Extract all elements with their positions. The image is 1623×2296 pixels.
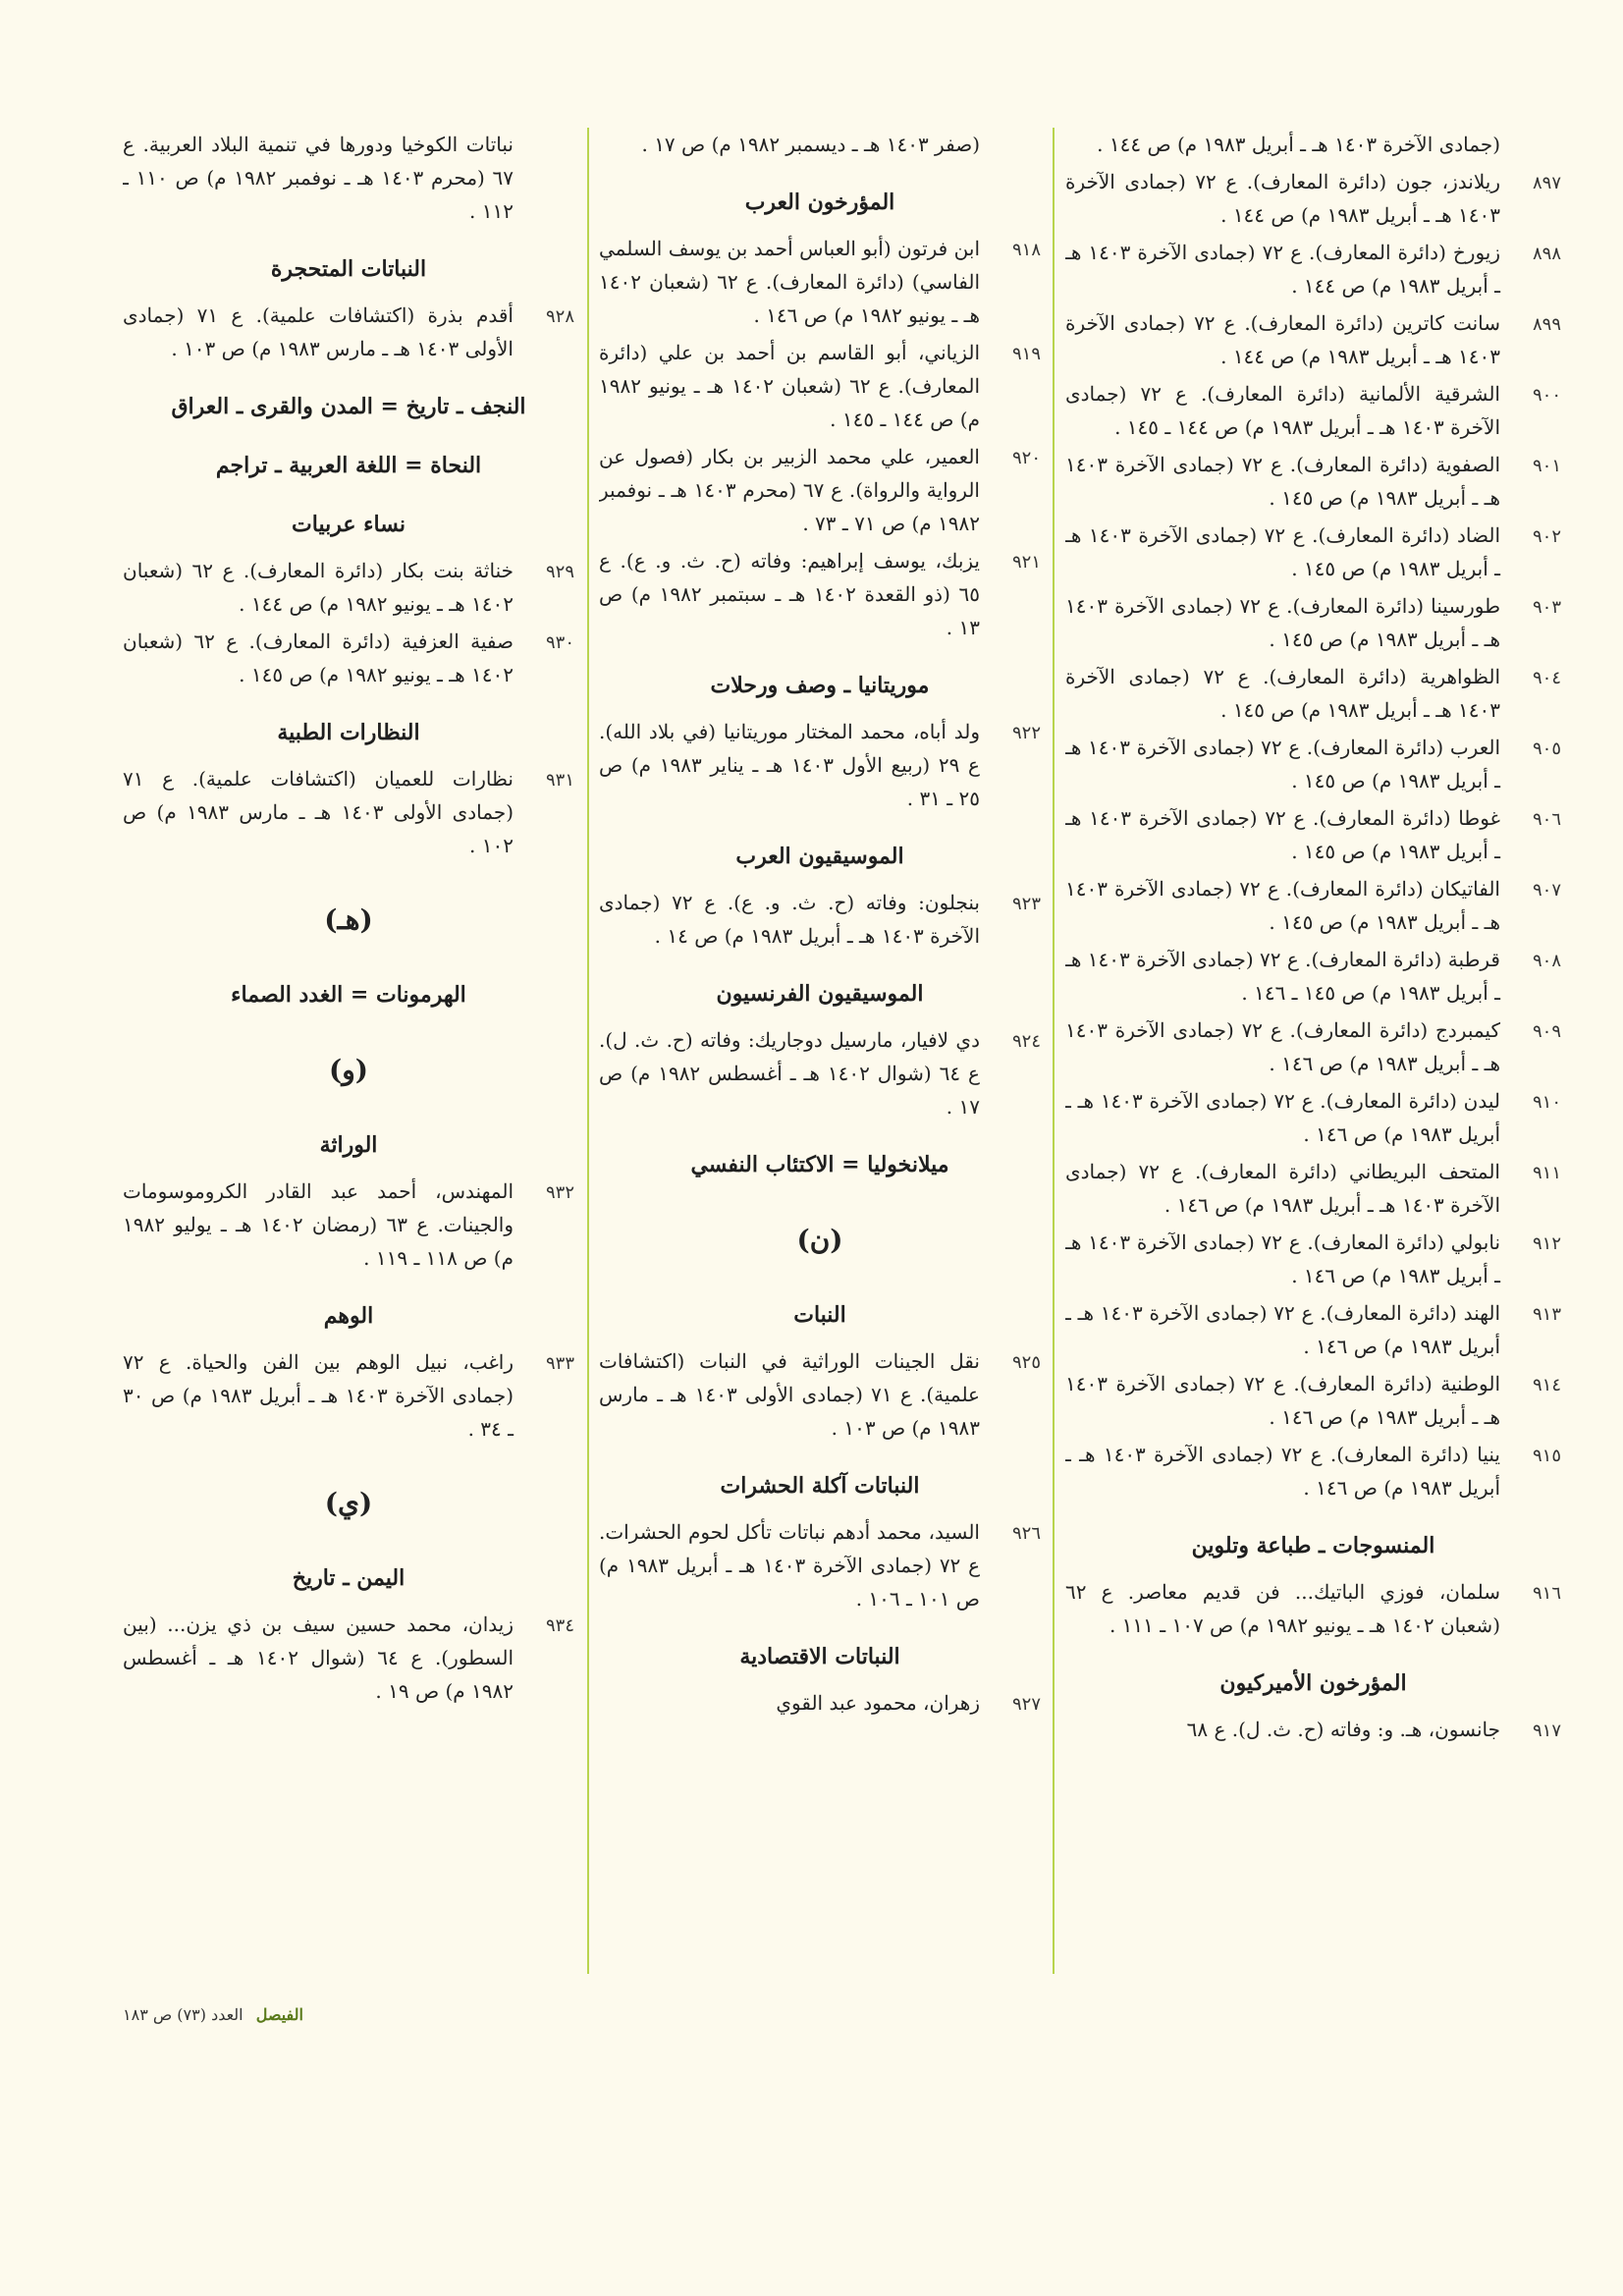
entry-text: زيورخ (دائرة المعارف). ع ٧٢ (جمادى الآخرة ١٤٠٣ هـ ـ أبريل ١٩٨٣ م) ص ١٤٤ . bbox=[1065, 241, 1501, 298]
index-entry bbox=[1065, 1575, 1561, 1642]
magazine-logo: الفيصل bbox=[255, 2005, 303, 2024]
section-heading: الموسيقيون العرب bbox=[735, 844, 904, 869]
entry-text: العرب (دائرة المعارف). ع ٧٢ (جمادى الآخرة ١٤٠٣ هـ ـ أبريل ١٩٨٣ م) ص ١٤٥ . bbox=[1065, 736, 1501, 793]
index-entry bbox=[1065, 1084, 1561, 1151]
entry-text: ريلاندز، جون (دائرة المعارف). ع ٧٢ (جمادى الآخرة ١٤٠٣ هـ ـ أبريل ١٩٨٣ م) ص ١٤٤ . bbox=[1065, 170, 1501, 227]
index-entry bbox=[1065, 1155, 1561, 1222]
entry-number: ٩٢٩ bbox=[545, 562, 574, 582]
entry-text: ينيا (دائرة المعارف). ع ٧٢ (جمادى الآخرة ١٤٠٣ هـ ـ أبريل ١٩٨٣ م) ص ١٤٦ . bbox=[1065, 1443, 1500, 1500]
section-heading: المنسوجات ـ طباعة وتلوين bbox=[1191, 1533, 1435, 1558]
entry-number: ٩٢٤ bbox=[1011, 1031, 1041, 1052]
index-entry bbox=[1065, 872, 1561, 939]
index-entry bbox=[1065, 731, 1561, 797]
index-entry bbox=[123, 299, 574, 365]
alphabet-letter-heading: (ن) bbox=[796, 1224, 843, 1256]
column-divider bbox=[587, 128, 589, 1974]
entry-text: الظواهرية (دائرة المعارف). ع ٧٢ (جمادى الآخرة ١٤٠٣ هـ ـ أبريل ١٩٨٣ م) ص ١٤٥ . bbox=[1065, 665, 1500, 722]
section-heading: اليمن ـ تاريخ bbox=[292, 1565, 406, 1591]
index-entry bbox=[1065, 236, 1561, 302]
index-entry bbox=[1065, 306, 1561, 373]
section-heading: النباتات المتحجرة bbox=[270, 256, 427, 282]
index-entry bbox=[123, 625, 574, 691]
entry-number: ٩٠٢ bbox=[1532, 526, 1561, 547]
entry-text: الضاد (دائرة المعارف). ع ٧٢ (جمادى الآخرة ١٤٠٣ هـ ـ أبريل ١٩٨٣ م) ص ١٤٥ . bbox=[1065, 523, 1500, 580]
index-entry bbox=[1065, 448, 1561, 515]
column-middle bbox=[599, 128, 1041, 1994]
section-heading: نساء عربيات bbox=[292, 512, 406, 537]
issue-page-label: العدد (٧٣) ص ١٨٣ bbox=[123, 2005, 243, 2024]
entry-number: ٩٠٠ bbox=[1532, 385, 1561, 406]
entry-text: قرطبة (دائرة المعارف). ع ٧٢ (جمادى الآخرة ١٤٠٣ هـ ـ أبريل ١٩٨٣ م) ص ١٤٥ ـ ١٤٦ . bbox=[1065, 948, 1500, 1005]
index-entry bbox=[1065, 377, 1561, 444]
section-heading: موريتانيا ـ وصف ورحلات bbox=[710, 673, 930, 698]
entry-text: العمير، علي محمد الزبير بن بكار (فصول عن الرواية والرواة). ع ٦٧ (محرم ١٤٠٣ هـ ـ نوفمبر ١٩٨٢ م) ص ٧١ ـ ٧٣ . bbox=[599, 445, 980, 535]
entry-number: ٩١٩ bbox=[1011, 344, 1041, 364]
index-entry bbox=[1065, 165, 1561, 232]
entry-continuation: نباتات الكوخيا ودورها في تنمية البلاد العربية. ع ٦٧ (محرم ١٤٠٣ هـ ـ نوفمبر ١٩٨٢ م) ص ١١٠ ـ ١١٢ . bbox=[123, 133, 514, 223]
entry-text: يزبك، يوسف إبراهيم: وفاته (ح. ث. و. ع). ع ٦٥ (ذو القعدة ١٤٠٢ هـ ـ سبتمبر ١٩٨٢ م) ص ١٣ . bbox=[599, 549, 980, 639]
entry-text: المتحف البريطاني (دائرة المعارف). ع ٧٢ (جمادى الآخرة ١٤٠٣ هـ ـ أبريل ١٩٨٣ م) ص ١٤٦ . bbox=[1065, 1160, 1500, 1217]
entry-number: ٩٢٣ bbox=[1011, 894, 1041, 914]
alphabet-letter-heading: (ي) bbox=[324, 1487, 373, 1519]
section-heading: النباتات آكلة الحشرات bbox=[720, 1473, 920, 1499]
entry-number: ٩١٨ bbox=[1011, 240, 1041, 260]
entry-text: المهندس، أحمد عبد القادر الكروموسومات والجينات. ع ٦٣ (رمضان ١٤٠٢ هـ ـ يوليو ١٩٨٢ م) ص ١١٨ ـ ١١٩ . bbox=[123, 1179, 514, 1270]
index-entry bbox=[1065, 1013, 1561, 1080]
entry-number: ٩٢٠ bbox=[1011, 448, 1041, 468]
entry-number: ٩٠٨ bbox=[1532, 951, 1561, 971]
entry-number: ٩١٦ bbox=[1532, 1583, 1561, 1604]
index-entry bbox=[599, 336, 1041, 436]
entry-number: ٩١٧ bbox=[1532, 1721, 1561, 1741]
entry-number: ٩١٥ bbox=[1532, 1446, 1561, 1466]
index-entry bbox=[1065, 801, 1561, 868]
entry-text: ليدن (دائرة المعارف). ع ٧٢ (جمادى الآخرة ١٤٠٣ هـ ـ أبريل ١٩٨٣ م) ص ١٤٦ . bbox=[1065, 1089, 1501, 1146]
entry-number: ٩٠٤ bbox=[1532, 668, 1561, 688]
entry-number: ٩١٠ bbox=[1532, 1092, 1561, 1113]
section-heading: النباتات الاقتصادية bbox=[739, 1644, 900, 1669]
alphabet-letter-heading: (و) bbox=[328, 1054, 369, 1086]
entry-continuation: (جمادى الآخرة ١٤٠٣ هـ ـ أبريل ١٩٨٣ م) ص ١٤٤ . bbox=[1097, 133, 1500, 156]
section-heading: المؤرخون الأميركيون bbox=[1219, 1670, 1407, 1696]
entry-text: أقدم بذرة (اكتشافات علمية). ع ٧١ (جمادى الأولى ١٤٠٣ هـ ـ مارس ١٩٨٣ م) ص ١٠٣ . bbox=[123, 303, 514, 360]
index-entry bbox=[599, 1023, 1041, 1123]
entry-text: الفاتيكان (دائرة المعارف). ع ٧٢ (جمادى الآخرة ١٤٠٣ هـ ـ أبريل ١٩٨٣ م) ص ١٤٥ . bbox=[1065, 877, 1500, 934]
index-entry bbox=[1065, 1713, 1561, 1748]
index-entry bbox=[1065, 1367, 1561, 1434]
entry-number: ٩٢١ bbox=[1011, 552, 1041, 573]
entry-number: ٩١١ bbox=[1532, 1163, 1561, 1183]
index-entry bbox=[599, 886, 1041, 953]
section-heading: المؤرخون العرب bbox=[744, 190, 895, 215]
index-entry bbox=[1065, 1438, 1561, 1504]
entry-number: ٩١٢ bbox=[1532, 1233, 1561, 1254]
index-entry bbox=[123, 1608, 574, 1708]
entry-number: ٩٠٦ bbox=[1532, 809, 1561, 830]
entry-number: ٩٣٤ bbox=[545, 1615, 574, 1636]
entry-number: ٩٣٣ bbox=[545, 1353, 574, 1374]
entry-number: ٨٩٨ bbox=[1532, 244, 1561, 264]
section-heading: النحاة = اللغة العربية ـ تراجم bbox=[215, 453, 482, 478]
column-right bbox=[1065, 128, 1561, 1994]
index-entry bbox=[599, 544, 1041, 644]
entry-text: الصفوية (دائرة المعارف). ع ٧٢ (جمادى الآخرة ١٤٠٣ هـ ـ أبريل ١٩٨٣ م) ص ١٤٥ . bbox=[1065, 453, 1501, 510]
index-entry bbox=[1065, 660, 1561, 727]
entry-text: سانت كاترين (دائرة المعارف). ع ٧٢ (جمادى الآخرة ١٤٠٣ هـ ـ أبريل ١٩٨٣ م) ص ١٤٤ . bbox=[1065, 311, 1500, 368]
entry-number: ٩٢٦ bbox=[1011, 1523, 1041, 1544]
entry-number: ٩٢٢ bbox=[1011, 723, 1041, 743]
entry-number: ٩١٣ bbox=[1532, 1304, 1561, 1325]
index-entry bbox=[123, 762, 574, 862]
section-heading: ميلانخوليا = الاكتئاب النفسي bbox=[690, 1152, 949, 1177]
entry-number: ٩٠٣ bbox=[1532, 597, 1561, 618]
entry-text: دي لافيار، مارسيل دوجاريك: وفاته (ح. ث. ل). ع ٦٤ (شوال ١٤٠٢ هـ ـ أغسطس ١٩٨٢ م) ص ١٧ . bbox=[599, 1028, 980, 1119]
entry-text: سلمان، فوزي الباتيك... فن قديم معاصر. ع ٦٢ (شعبان ١٤٠٢ هـ ـ يونيو ١٩٨٢ م) ص ١٠٧ ـ ١١١ . bbox=[1065, 1580, 1500, 1637]
index-entry bbox=[123, 1345, 574, 1446]
index-entry bbox=[599, 232, 1041, 332]
entry-text: نظارات للعميان (اكتشافات علمية). ع ٧١ (جمادى الأولى ١٤٠٣ هـ ـ مارس ١٩٨٣ م) ص ١٠٢ . bbox=[123, 767, 514, 857]
entry-text: جانسون، هـ. و: وفاته (ح. ث. ل). ع ٦٨ bbox=[1186, 1718, 1500, 1741]
entry-number: ٩٠٥ bbox=[1532, 738, 1561, 759]
entry-text: نقل الجينات الوراثية في النبات (اكتشافات علمية). ع ٧١ (جمادى الأولى ١٤٠٣ هـ ـ مارس ١٩٨٣ م) ص ١٠٣ . bbox=[599, 1349, 980, 1440]
entry-number: ٩٣٠ bbox=[545, 632, 574, 653]
entry-text: زهران، محمود عبد القوي bbox=[776, 1691, 980, 1715]
section-heading: النجف ـ تاريخ = المدن والقرى ـ العراق bbox=[171, 394, 526, 419]
section-heading: الوهم bbox=[323, 1303, 374, 1329]
entry-number: ٩٣٢ bbox=[545, 1182, 574, 1203]
entry-number: ٨٩٩ bbox=[1532, 314, 1561, 335]
index-entry bbox=[1065, 589, 1561, 656]
index-entry bbox=[123, 1175, 574, 1275]
entry-number: ٩٢٨ bbox=[545, 306, 574, 327]
index-entry bbox=[123, 554, 574, 621]
entry-number: ٩٢٧ bbox=[1011, 1694, 1041, 1715]
entry-text: الهند (دائرة المعارف). ع ٧٢ (جمادى الآخرة ١٤٠٣ هـ ـ أبريل ١٩٨٣ م) ص ١٤٦ . bbox=[1065, 1301, 1501, 1358]
entry-number: ٨٩٧ bbox=[1532, 173, 1561, 193]
index-entry bbox=[1065, 1226, 1561, 1292]
index-entry bbox=[599, 1515, 1041, 1615]
section-heading: الوراثة bbox=[319, 1132, 378, 1158]
index-entry bbox=[599, 1344, 1041, 1445]
entry-text: الوطنية (دائرة المعارف). ع ٧٢ (جمادى الآخرة ١٤٠٣ هـ ـ أبريل ١٩٨٣ م) ص ١٤٦ . bbox=[1065, 1372, 1500, 1429]
index-entry bbox=[599, 440, 1041, 540]
section-heading: الهرمونات = الغدد الصماء bbox=[231, 982, 466, 1008]
page-footer bbox=[123, 2005, 417, 2024]
entry-text: ولد أباه، محمد المختار موريتانيا (في بلاد الله). ع ٢٩ (ربيع الأول ١٤٠٣ هـ ـ يناير ١٩٨٣ م) ص ٢٥ ـ ٣١ . bbox=[599, 720, 980, 810]
section-heading: النبات bbox=[793, 1302, 846, 1328]
index-entry bbox=[1065, 519, 1561, 585]
entry-text: الزياني، أبو القاسم بن أحمد بن علي (دائرة المعارف). ع ٦٢ (شعبان ١٤٠٢ هـ ـ يونيو ١٩٨٢ م) ص ١٤٤ ـ ١٤٥ . bbox=[599, 341, 981, 431]
entry-text: زيدان، محمد حسين سيف بن ذي يزن... (بين السطور). ع ٦٤ (شوال ١٤٠٢ هـ ـ أغسطس ١٩٨٢ م) ص ١٩ . bbox=[123, 1613, 514, 1703]
entry-text: خناثة بنت بكار (دائرة المعارف). ع ٦٢ (شعبان ١٤٠٢ هـ ـ يونيو ١٩٨٢ م) ص ١٤٤ . bbox=[123, 559, 514, 616]
entry-text: غوطا (دائرة المعارف). ع ٧٢ (جمادى الآخرة ١٤٠٣ هـ ـ أبريل ١٩٨٣ م) ص ١٤٥ . bbox=[1065, 806, 1500, 863]
entry-text: السيد، محمد أدهم نباتات تأكل لحوم الحشرات. ع ٧٢ (جمادى الآخرة ١٤٠٣ هـ ـ أبريل ١٩٨٣ م) ص ١٠١ ـ ١٠٦ . bbox=[599, 1520, 981, 1611]
entry-text: بنجلون: وفاته (ح. ث. و. ع). ع ٧٢ (جمادى الآخرة ١٤٠٣ هـ ـ أبريل ١٩٨٣ م) ص ١٤ . bbox=[599, 891, 980, 948]
entry-number: ٩٠٧ bbox=[1532, 880, 1561, 901]
entry-text: نابولي (دائرة المعارف). ع ٧٢ (جمادى الآخرة ١٤٠٣ هـ ـ أبريل ١٩٨٣ م) ص ١٤٦ . bbox=[1065, 1230, 1501, 1287]
index-entry bbox=[1065, 943, 1561, 1010]
entry-text: ابن فرتون (أبو العباس أحمد بن يوسف السلمي الفاسي) (دائرة المعارف). ع ٦٢ (شعبان ١٤٠٢ هـ ـ يونيو ١٩٨٢ م) ص ١٤٦ . bbox=[599, 237, 980, 327]
entry-number: ٩٢٥ bbox=[1011, 1352, 1041, 1373]
index-entry bbox=[599, 715, 1041, 815]
entry-text: الشرقية الألمانية (دائرة المعارف). ع ٧٢ (جمادى الآخرة ١٤٠٣ هـ ـ أبريل ١٩٨٣ م) ص ١٤٤ ـ ١٤٥ . bbox=[1065, 382, 1500, 439]
entry-continuation: (صفر ١٤٠٣ هـ ـ ديسمبر ١٩٨٢ م) ص ١٧ . bbox=[641, 133, 980, 156]
entry-number: ٩٠٩ bbox=[1532, 1021, 1561, 1042]
entry-number: ٩١٤ bbox=[1532, 1375, 1561, 1395]
entry-number: ٩٠١ bbox=[1532, 456, 1561, 476]
entry-text: راغب، نبيل الوهم بين الفن والحياة. ع ٧٢ (جمادى الآخرة ١٤٠٣ هـ ـ أبريل ١٩٨٣ م) ص ٣٠ ـ ٣٤ . bbox=[123, 1350, 514, 1441]
entry-number: ٩٣١ bbox=[545, 770, 574, 791]
column-divider bbox=[1053, 128, 1055, 1974]
alphabet-letter-heading: (هـ) bbox=[324, 903, 373, 936]
column-left bbox=[123, 128, 574, 1994]
entry-text: صفية العزفية (دائرة المعارف). ع ٦٢ (شعبان ١٤٠٢ هـ ـ يونيو ١٩٨٢ م) ص ١٤٥ . bbox=[123, 629, 514, 686]
section-heading: النظارات الطبية bbox=[277, 720, 420, 745]
entry-text: كيمبردج (دائرة المعارف). ع ٧٢ (جمادى الآخرة ١٤٠٣ هـ ـ أبريل ١٩٨٣ م) ص ١٤٦ . bbox=[1065, 1018, 1500, 1075]
entry-text: طورسينا (دائرة المعارف). ع ٧٢ (جمادى الآخرة ١٤٠٣ هـ ـ أبريل ١٩٨٣ م) ص ١٤٥ . bbox=[1065, 594, 1501, 651]
index-entry bbox=[1065, 1296, 1561, 1363]
index-entry bbox=[599, 1686, 1041, 1722]
section-heading: الموسيقيون الفرنسيون bbox=[716, 981, 924, 1007]
